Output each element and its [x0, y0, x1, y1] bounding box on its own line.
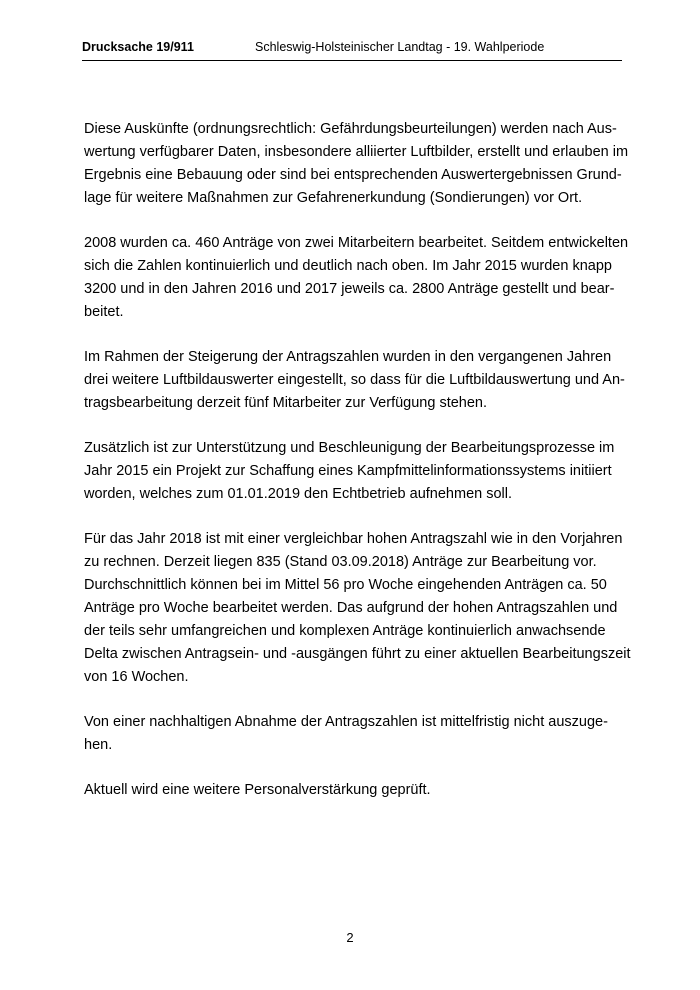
paragraph	[84, 779, 624, 802]
text-line: Von einer nachhaltigen Abnahme der Antragszahlen ist mittelfristig nicht auszuge-	[84, 714, 608, 730]
text-line: sich die Zahlen kontinuierlich und deutlich nach oben. Im Jahr 2015 wurden knapp	[84, 258, 612, 274]
text-line: 3200 und in den Jahren 2016 und 2017 jeweils ca. 2800 Anträge gestellt und bear-	[84, 281, 615, 297]
text-line: Anträge pro Woche bearbeitet werden. Das aufgrund der hohen Antragszahlen und	[84, 600, 618, 616]
paragraph	[84, 346, 624, 415]
text-line: Durchschnittlich können bei im Mittel 56 pro Woche eingehenden Anträgen ca. 50	[84, 577, 607, 593]
paragraph	[84, 232, 629, 324]
text-line: von 16 Wochen.	[84, 669, 189, 685]
text-line: Für das Jahr 2018 ist mit einer vergleichbar hohen Antragszahl wie in den Vorjahren	[84, 531, 623, 547]
text-line: wertung verfügbarer Daten, insbesondere alliierter Luftbilder, erstellt und erlauben im	[84, 144, 629, 160]
text-line: tragsbearbeitung derzeit fünf Mitarbeiter zur Verfügung stehen.	[84, 395, 488, 411]
text-line: lage für weitere Maßnahmen zur Gefahrenerkundung (Sondierungen) vor Ort.	[84, 190, 583, 206]
document-number: Drucksache 19/911	[82, 40, 194, 54]
paragraph	[84, 118, 629, 210]
text-line: Zusätzlich ist zur Unterstützung und Beschleunigung der Bearbeitungsprozesse im	[84, 440, 615, 456]
text-line: Delta zwischen Antragsein- und -ausgängen führt zu einer aktuellen Bearbeitungszeit	[84, 646, 631, 662]
page-header	[82, 40, 622, 61]
text-line: hen.	[84, 737, 113, 753]
text-line: Ergebnis eine Bebauung oder sind bei entsprechenden Auswertergebnissen Grund-	[84, 167, 622, 183]
paragraph	[84, 711, 624, 757]
text-line: Diese Auskünfte (ordnungsrechtlich: Gefährdungsbeurteilungen) werden nach Aus-	[84, 121, 617, 137]
text-line: zu rechnen. Derzeit liegen 835 (Stand 03.09.2018) Anträge zur Bearbeitung vor.	[84, 554, 597, 570]
text-line: drei weitere Luftbildauswerter eingestellt, so dass für die Luftbildauswertung und An-	[84, 372, 625, 388]
text-line: der teils sehr umfangreichen und komplexen Anträge kontinuierlich anwachsende	[84, 623, 606, 639]
header-title: Schleswig-Holsteinischer Landtag - 19. Wahlperiode	[255, 40, 545, 54]
text-line: Im Rahmen der Steigerung der Antragszahlen wurden in den vergangenen Jahren	[84, 349, 612, 365]
text-line: Jahr 2015 ein Projekt zur Schaffung eines Kampfmittelinformationssystems initiiert	[84, 463, 612, 479]
text-line: 2008 wurden ca. 460 Anträge von zwei Mitarbeitern bearbeitet. Seitdem entwickelten	[84, 235, 629, 251]
paragraph	[84, 528, 631, 689]
text-line: beitet.	[84, 304, 124, 320]
body-text	[84, 118, 631, 824]
text-line: worden, welches zum 01.01.2019 den Echtbetrieb aufnehmen soll.	[84, 486, 513, 502]
page-number: 2	[346, 930, 354, 945]
text-line: Aktuell wird eine weitere Personalverstärkung geprüft.	[84, 782, 431, 798]
paragraph	[84, 437, 624, 506]
